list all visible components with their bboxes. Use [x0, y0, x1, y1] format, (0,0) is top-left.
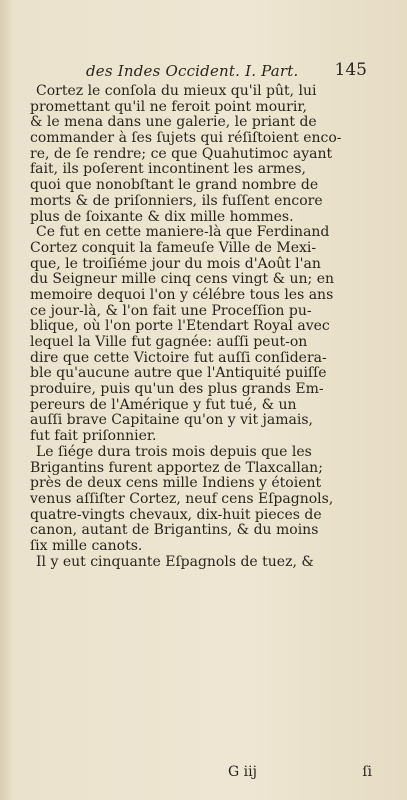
- signature-mark: G iij: [228, 764, 257, 780]
- text-line: que, le troiſiéme jour du mois d'Août l'an: [30, 255, 321, 272]
- text-line: Brigantins furent apportez de Tlaxcallan;: [30, 459, 323, 476]
- text-line: blique, où l'on porte l'Etendart Royal avec: [30, 318, 330, 335]
- text-line: près de deux cens mille Indiens y étoient: [30, 475, 322, 492]
- text-line: commander à ſes ſujets qui réſiſtoient enco-: [30, 130, 342, 147]
- catchword: ſi: [362, 764, 372, 780]
- text-line: plus de ſoixante & dix mille hommes.: [30, 208, 294, 225]
- text-line: Le ſiége dura trois mois depuis que les: [36, 443, 312, 460]
- text-line: fut fait priſonnier.: [30, 428, 157, 445]
- text-line: lequel la Ville fut gagnée: auſſi peut-on: [30, 334, 308, 350]
- text-line: promettant qu'il ne feroit point mourir,: [30, 98, 307, 115]
- text-line: ce jour-là, & l'on fait une Proceſſion pu-: [30, 302, 312, 319]
- text-line: memoire dequoi l'on y célébre tous les ans: [30, 286, 334, 303]
- text-line: pereurs de l'Amérique y fut tué, & un: [30, 396, 297, 413]
- text-line: quatre-vingts chevaux, dix-huit pieces de: [30, 506, 322, 523]
- text-line: Cortez le conſola du mieux qu'il pût, lui: [36, 83, 317, 99]
- text-line: morts & de priſonniers, ils fuſſent encore: [30, 192, 323, 209]
- page-number: 145: [334, 60, 367, 80]
- text-line: ſix mille canots.: [30, 537, 143, 554]
- text-line: & le mena dans une galerie, le priant de: [30, 114, 317, 131]
- page-header: [86, 62, 367, 82]
- text-line: canon, autant de Brigantins, & du moins: [30, 522, 319, 539]
- text-line: du Seigneur mille cinq cens vingt & un; en: [30, 271, 335, 288]
- text-line: Ce fut en cette maniere-là que Ferdinand: [36, 224, 330, 241]
- page-footer: [30, 764, 372, 782]
- text-line: quoi que nonobſtant le grand nombre de: [30, 177, 319, 194]
- text-line: venus aſſiſter Cortez, neuf cens Eſpagnols,: [30, 490, 334, 507]
- text-line: fait, ils poſerent incontinent les armes,: [30, 161, 306, 178]
- body-text: [30, 84, 372, 570]
- text-line: ble qu'aucune autre que l'Antiquité puiſſe: [30, 365, 327, 382]
- text-line: re, de ſe rendre; ce que Quahutimoc ayant: [30, 145, 333, 162]
- text-line: Il y eut cinquante Eſpagnols de tuez, &: [36, 553, 314, 570]
- text-line: auſſi brave Capitaine qu'on y vit jamais,: [30, 412, 313, 429]
- text-line: produire, puis qu'un des plus grands Em-: [30, 381, 324, 398]
- running-title: des Indes Occident. I. Part.: [86, 62, 299, 80]
- text-line: dire que cette Victoire fut auſſi conſidera-: [30, 349, 327, 366]
- text-line: Cortez conquit la fameuſe Ville de Mexi-: [30, 239, 317, 256]
